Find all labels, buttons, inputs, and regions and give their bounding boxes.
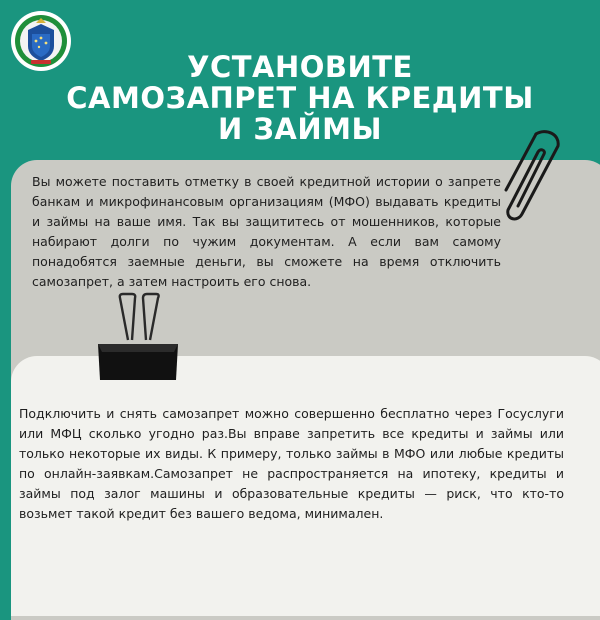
paperclip-icon: [498, 128, 570, 224]
paragraph-bottom: Подключить и снять самозапрет можно совершенно бесплатно через Госуслуги или МФЦ сколько угодно раз.Вы вправе запретить все кредиты и займы или только некоторые их виды. К примеру, только займы в МФО или любые кредиты по онлайн-заявкам.Самозапрет не распространяется на ипотеку, кредиты и займы под залог машины и образовательные кредиты — риск, что кто-то возьмет такой кредит без вашего ведома, минимален.: [19, 406, 564, 521]
paragraph-top: Вы можете поставить отметку в своей кредитной истории о запрете банкам и микрофинансовым организациям (МФО) выдавать кредиты и займы на ваше имя. Так вы защититесь от мошенников, которые набирают долги по чужим документам. А если вам самому понадобятся заемные деньги, вы сможете на время отключить самозапрет, а затем настроить его снова.: [32, 174, 501, 289]
binder-clip-icon: [88, 292, 188, 388]
title-line-1: УСТАНОВИТЕ: [187, 50, 413, 84]
title-line-3: И ЗАЙМЫ: [217, 112, 383, 146]
title-line-2: САМОЗАПРЕТ НА КРЕДИТЫ: [66, 81, 534, 115]
